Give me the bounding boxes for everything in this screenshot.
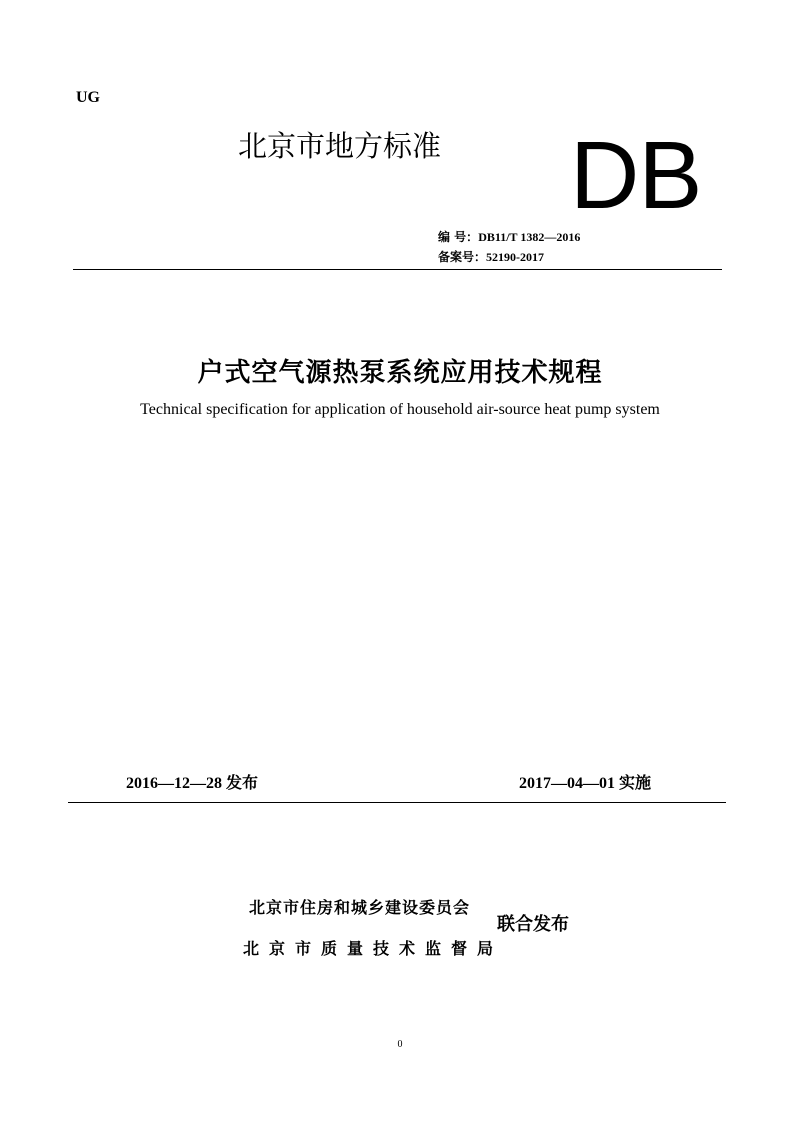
- issuer-housing-commission: 北京市住房和城乡建设委员会: [249, 898, 471, 917]
- implement-date-value: 2017—04—01: [519, 775, 615, 792]
- joint-publish-label: 联合发布: [497, 914, 569, 935]
- publish-date: [126, 770, 258, 793]
- implement-date-suffix: 实施: [619, 773, 652, 792]
- standard-name: 北京市地方标准: [238, 129, 442, 163]
- page-number: 0: [397, 1039, 403, 1050]
- title-english: Technical specification for application of household air-source heat pump system: [140, 401, 660, 418]
- record-number-label: 备案号：: [438, 250, 487, 264]
- publish-date-suffix: 发布: [226, 773, 259, 792]
- issuer-quality-bureau: 北京市质量技术监督局: [243, 939, 504, 958]
- title-chinese: 户式空气源热泵系统应用技术规程: [197, 358, 603, 388]
- standard-code-value: DB11/T 1382—2016: [478, 230, 581, 244]
- record-number-row: [438, 248, 544, 265]
- standard-code-label: 编 号：: [438, 230, 479, 244]
- standard-code-row: [438, 228, 580, 245]
- record-number-value: 52190-2017: [486, 250, 545, 264]
- implement-date: [519, 770, 651, 793]
- bottom-divider: [68, 802, 726, 803]
- top-divider: [73, 269, 722, 270]
- db-logo: DB: [570, 122, 702, 229]
- publish-date-value: 2016—12—28: [126, 775, 222, 792]
- ics-mark: UG: [76, 89, 100, 106]
